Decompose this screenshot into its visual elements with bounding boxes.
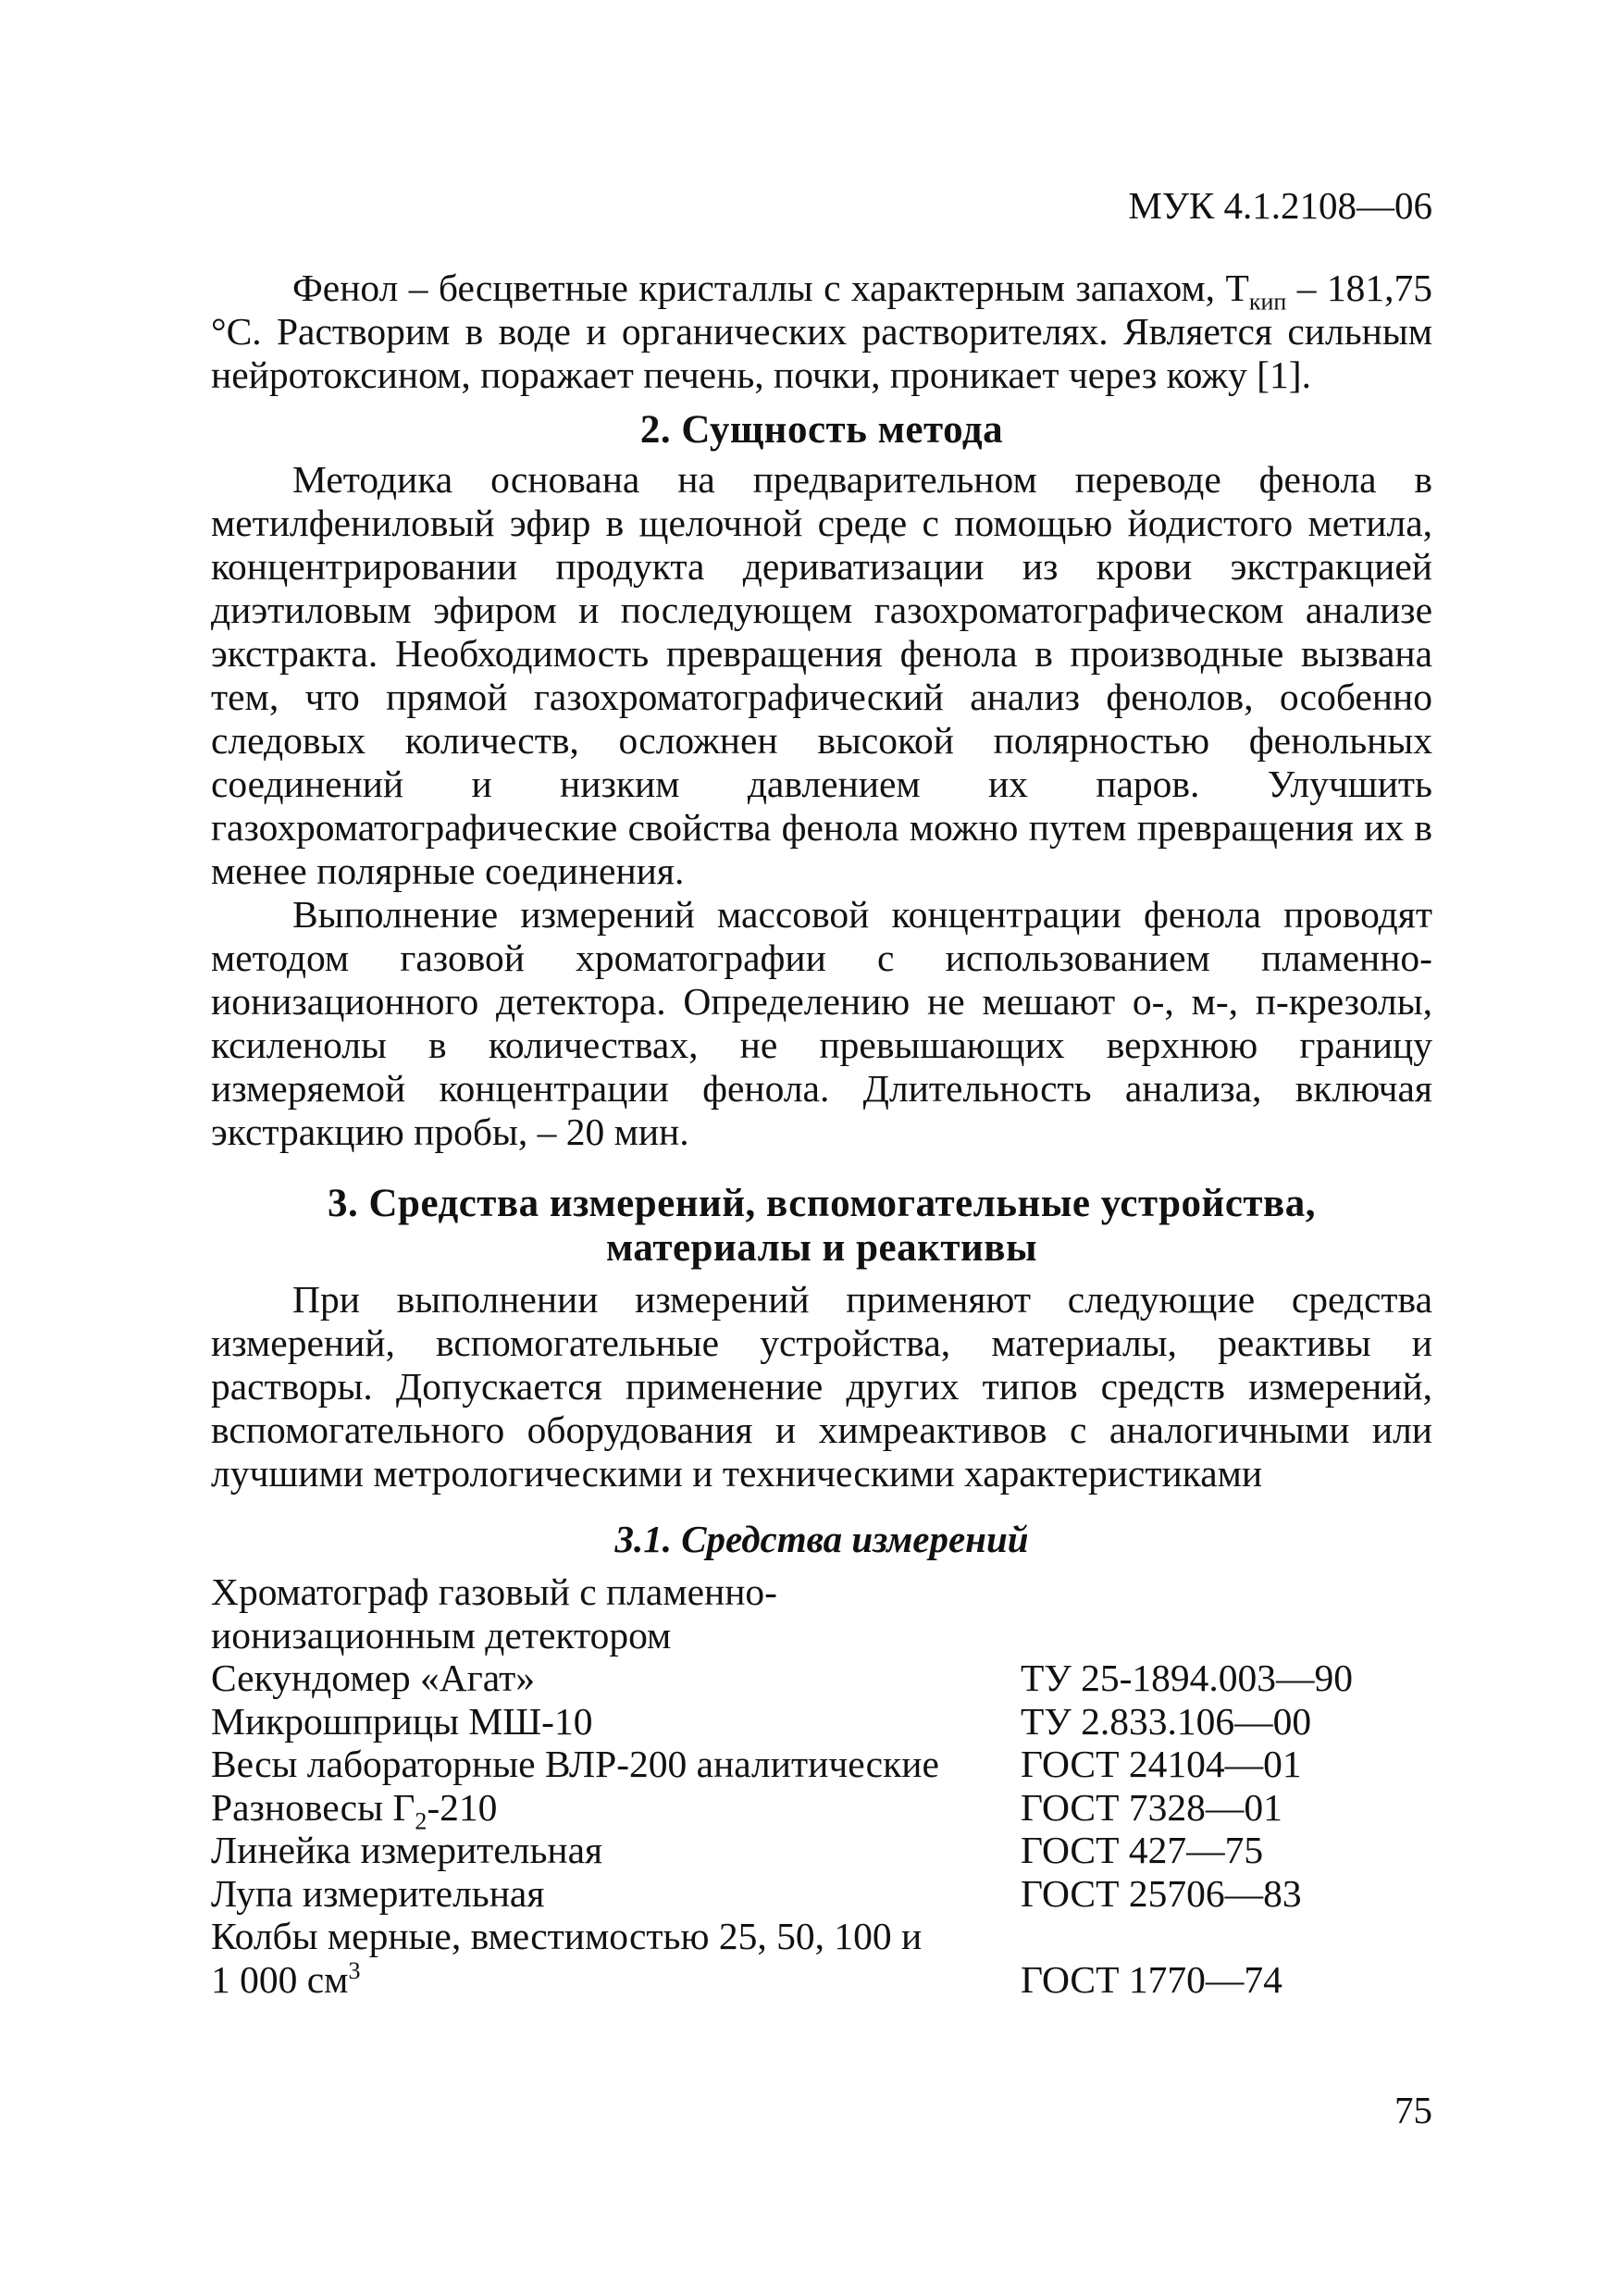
instrument-standard: ТУ 2.833.106—00 (1021, 1699, 1312, 1743)
table-row (211, 1915, 1432, 1958)
instrument-name-subscript: 2 (415, 1806, 427, 1834)
subsection-3-1-heading: 3.1. Средства измерений (614, 1518, 1029, 1560)
instrument-standard: ГОСТ 1770—74 (1021, 1957, 1282, 2001)
instrument-name: Хроматограф газовый с пламенно- (211, 1570, 778, 1613)
instrument-standard (1021, 1614, 1432, 1657)
section-2-paragraph-2: Выполнение измерений массовой концентрации фенола проводят методом газовой хроматографии с использованием пламенно-ионизационного детектора. Определению не мешают о-, м-, п-крезолы, ксиленолы в количествах, не превышающих верхнюю границу измеряемой концентрации фенола. Длительность анализа, включая экстракцию пробы, – 20 мин. (211, 893, 1432, 1153)
document-code-header: МУК 4.1.2108—06 (1128, 184, 1432, 227)
table-row (211, 1872, 1432, 1916)
instrument-standard: ГОСТ 25706—83 (1021, 1871, 1302, 1915)
instrument-name-superscript: 3 (348, 1956, 361, 1984)
section-3-paragraph: При выполнении измерений применяют следующие средства измерений, вспомогательные устройства, материалы, реактивы и растворы. Допускается применение других типов средств измерений, вспомогательного оборудования и химреактивов с аналогичными или лучшими метрологическими и техническими характеристиками (211, 1278, 1432, 1495)
table-row (211, 1829, 1432, 1872)
table-row (211, 1614, 1432, 1657)
instrument-name-start: Разновесы Г (211, 1785, 415, 1829)
table-row (211, 1700, 1432, 1744)
intro-text-start: Фенол – бесцветные кристаллы с характерным запахом, Т (292, 267, 1249, 309)
section-2-paragraph-1: Методика основана на предварительном переводе фенола в метилфениловый эфир в щелочной среде с помощью йодистого метила, концентрировании продукта дериватизации из крови экстракцией диэтиловым эфиром и последующем газохроматографическом анализе экстракта. Необходимость превращения фенола в производные вызвана тем, что прямой газохроматографический анализ фенолов, особенно следовых количеств, осложнен высокой полярностью фенольных соединений и низким давлением их паров. Улучшить газохроматографические свойства фенола можно путем превращения их в менее полярные соединения. (211, 458, 1432, 892)
table-row (211, 1743, 1432, 1786)
intro-paragraph (211, 267, 1432, 397)
section-3-heading-line-2: материалы и реактивы (605, 1226, 1038, 1270)
instrument-standard: ТУ 25-1894.003—90 (1021, 1657, 1354, 1699)
section-3-heading-line-1: 3. Средства измерений, вспомогательные устройства, (327, 1182, 1317, 1225)
boiling-point-subscript: кип (1248, 288, 1287, 316)
table-row (211, 1958, 1432, 2002)
instrument-name: ионизационным детектором (211, 1613, 672, 1657)
instrument-name: Весы лабораторные ВЛР-200 аналитические (211, 1743, 939, 1785)
intro-text-end: – 181,75 °C. Растворим в воде и органических растворителях. Является сильным нейротоксином, поражает печень, почки, проникает через кожу [1]. (211, 267, 1433, 396)
table-row (211, 1786, 1432, 1830)
instrument-name (211, 1785, 1021, 1834)
instrument-standard: ГОСТ 7328—01 (1021, 1785, 1282, 1829)
page-content (211, 267, 1432, 2001)
instrument-name-start: 1 000 см (211, 1957, 349, 2001)
table-row (211, 1570, 1432, 1614)
table-row (211, 1657, 1432, 1700)
section-3-heading (211, 1182, 1432, 1271)
instrument-name: Лупа измерительная (211, 1871, 545, 1915)
instrument-standard: ГОСТ 427—75 (1021, 1829, 1264, 1871)
instrument-standard (1021, 1915, 1432, 1958)
instrument-standard (1021, 1570, 1432, 1614)
instrument-name: Секундомер «Агат» (211, 1657, 535, 1699)
instrument-name: Микрошприцы МШ-10 (211, 1699, 593, 1743)
instrument-name: Линейка измерительная (211, 1829, 603, 1871)
instrument-name: Колбы мерные, вместимостью 25, 50, 100 и (211, 1915, 923, 1957)
measurement-instruments-table (211, 1570, 1432, 2001)
instrument-name-end: -210 (427, 1785, 498, 1829)
instrument-standard: ГОСТ 24104—01 (1021, 1743, 1302, 1785)
instrument-name (211, 1958, 1021, 2002)
section-2-heading: 2. Сущность метода (639, 408, 1004, 452)
page-number: 75 (1394, 2089, 1432, 2131)
